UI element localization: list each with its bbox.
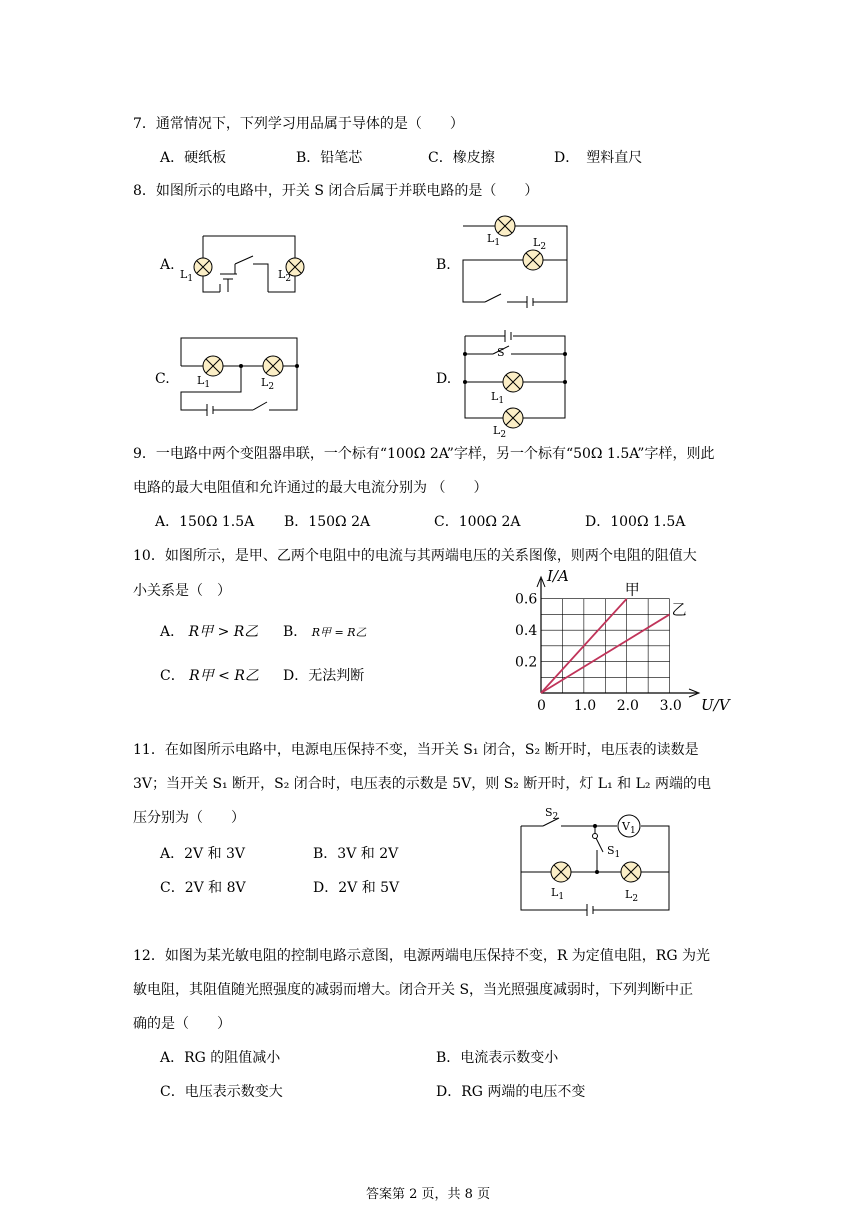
q8-circuit-c xyxy=(175,332,305,417)
q12-option-d: D．RG 两端的电压不变 xyxy=(436,1084,586,1100)
svg-text:L2: $L_2$ xyxy=(625,888,639,904)
y-axis-label: I/A xyxy=(547,567,569,585)
q9-stem-line1: 9．一电路中两个变阻器串联，一个标有“100Ω 2A”字样，另一个标有“50Ω 1.5A”字样，则此 xyxy=(133,446,715,462)
q7-option-d: D． 塑料直尺 xyxy=(554,150,643,166)
q9-option-a: A．150Ω 1.5A xyxy=(155,514,255,530)
q10-stem-line1: 10．如图所示，是甲、乙两个电阻中的电流与其两端电压的关系图像，则两个电阻的阻值大 xyxy=(133,548,697,564)
x-tick-label: 2.0 xyxy=(616,698,639,714)
q11-option-d: D．2V 和 5V xyxy=(313,880,400,896)
q10-option-c: C． R甲 < R乙 xyxy=(160,668,259,684)
svg-text:L1: $L_1$ xyxy=(551,886,565,902)
q12-option-b: B．电流表示数变小 xyxy=(436,1050,559,1066)
q8-option-c-letter: C. xyxy=(155,371,170,387)
q8-stem: 8．如图所示的电路中，开关 S 闭合后属于并联电路的是（ ） xyxy=(133,183,539,199)
q9-option-b: B．150Ω 2A xyxy=(284,514,371,530)
q12-option-c: C．电压表示数变大 xyxy=(160,1084,283,1100)
q11-option-a: A．2V 和 3V xyxy=(160,846,246,862)
q10-stem-line2: 小关系是（ ） xyxy=(133,583,231,599)
y-tick-label: 0.4 xyxy=(515,623,538,640)
q11-option-b: B．3V 和 2V xyxy=(313,846,399,862)
q7-option-a: A．硬纸板 xyxy=(160,150,227,166)
lamp-l2-icon xyxy=(263,356,283,376)
lamp-l2-icon xyxy=(523,250,543,270)
series-label-2: 乙 xyxy=(671,600,687,619)
lamp-l1-icon xyxy=(194,258,212,276)
series-label-1: 甲 xyxy=(624,580,640,599)
lamp-l1-icon xyxy=(203,356,223,376)
x-axis-label: U/V xyxy=(701,696,730,714)
q11-option-c: C．2V 和 8V xyxy=(160,880,246,896)
q10-option-a: A． R甲 > R乙 xyxy=(160,624,259,640)
x-tick-label: 0 xyxy=(537,698,546,714)
x-tick-label: 1.0 xyxy=(573,698,597,714)
lamp-l1-icon xyxy=(503,372,523,392)
q8-circuit-b xyxy=(455,210,575,310)
svg-text:L1: $L_1$ xyxy=(487,232,501,248)
svg-text:L2: $L_2$ xyxy=(278,268,292,284)
svg-text:L2: $L_2$ xyxy=(261,376,275,392)
lamp-l1-icon xyxy=(495,216,515,236)
q7-option-b: B．铅笔芯 xyxy=(296,150,363,166)
voltmeter-icon xyxy=(618,815,640,837)
q11-circuit xyxy=(515,806,675,916)
lamp-l2-icon xyxy=(621,862,641,882)
lamp-l2-icon xyxy=(503,408,523,428)
q12-stem-line3: 确的是（ ） xyxy=(133,1016,231,1032)
svg-text:L1: $L_1$ xyxy=(491,390,505,406)
q8-circuit-a xyxy=(175,228,315,298)
q12-option-a: A．RG 的阻值减小 xyxy=(160,1050,281,1066)
q7-option-c: C．橡皮擦 xyxy=(428,150,495,166)
q9-option-c: C．100Ω 2A xyxy=(434,514,521,530)
page-footer: 答案第 2 页，共 8 页 xyxy=(366,1187,491,1202)
svg-text:L1: $L_1$ xyxy=(197,374,211,390)
q9-stem-line2: 电路的最大电阻值和允许通过的最大电流分别为 （ ） xyxy=(133,480,488,496)
q9-option-d: D．100Ω 1.5A xyxy=(585,514,686,530)
q8-option-b-letter: B. xyxy=(436,257,451,273)
q8-circuit-d xyxy=(455,322,575,440)
lamp-l1-icon xyxy=(551,862,571,882)
q7-stem: 7．通常情况下，下列学习用品属于导体的是（ ） xyxy=(133,116,464,132)
q10-option-b: B． R甲 = R乙 xyxy=(283,624,367,640)
y-tick-label: 0.6 xyxy=(515,591,538,608)
q11-stem-line3: 压分别为（ ） xyxy=(133,810,245,826)
x-tick-label: 3.0 xyxy=(659,698,682,714)
q12-stem-line2: 敏电阻，其阻值随光照强度的减弱而增大。闭合开关 S，当光照强度减弱时，下列判断中正 xyxy=(133,982,694,998)
q11-stem-line1: 11．在如图所示电路中，电源电压保持不变，当开关 S₁ 闭合，S₂ 断开时，电压表的读数是 xyxy=(133,742,699,758)
svg-text:V1: $V_1$ xyxy=(622,820,636,836)
q12-stem-line1: 12．如图为某光敏电阻的控制电路示意图，电源两端电压保持不变，R 为定值电阻，RG 为光 xyxy=(133,948,710,964)
svg-text:L2: $L_2$ xyxy=(493,424,507,440)
svg-text:L2: $L_2$ xyxy=(533,236,547,252)
q8-option-d-letter: D. xyxy=(436,371,452,387)
svg-text:L1: $L_1$ xyxy=(180,268,194,284)
q8-option-a-letter: A. xyxy=(160,257,175,273)
svg-text:S1: $S_1$ xyxy=(607,844,621,860)
y-tick-label: 0.2 xyxy=(515,654,538,671)
svg-text:S2: $S_2$ xyxy=(545,806,559,822)
iu-graph xyxy=(505,567,730,718)
q11-stem-line2: 3V；当开关 S₁ 断开，S₂ 闭合时，电压表的示数是 5V，则 S₂ 断开时，灯 L₁ 和 L₂ 两端的电 xyxy=(133,776,711,792)
q10-option-d: D．无法判断 xyxy=(283,668,365,684)
switch-s-label: S xyxy=(497,346,505,359)
